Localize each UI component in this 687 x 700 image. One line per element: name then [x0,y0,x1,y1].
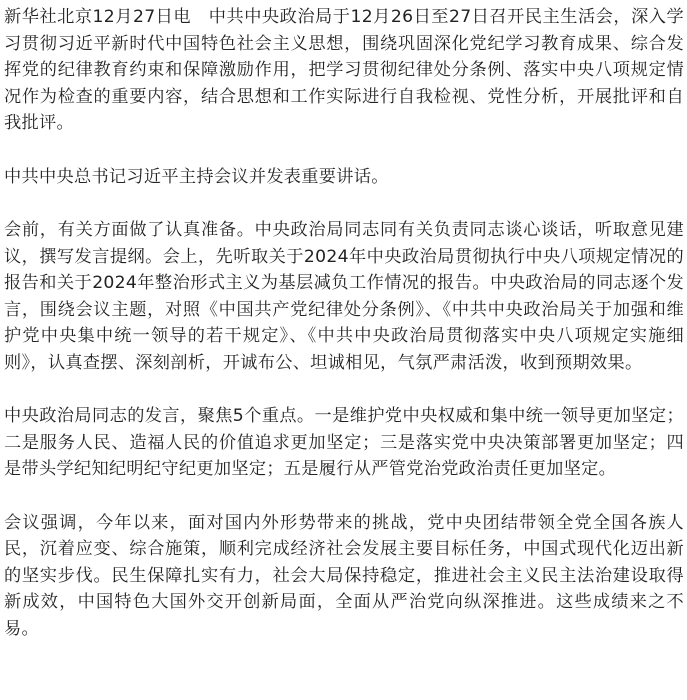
news-article [0,4,687,642]
article-paragraph-five-points: 中央政治局同志的发言，聚焦5个重点。一是维护党中央权威和集中统一领导更加坚定；二是服务人民、造福人民的价值追求更加坚定；三是落实党中央决策部署更加坚定；四是带头学纪知纪明纪守纪更加坚定；五是履行从严管党治党政治责任更加坚定。 [4,406,684,479]
article-paragraph-lead: 新华社北京12月27日电 中共中央政治局于12月26日至27日召开民主生活会，深入学习贯彻习近平新时代中国特色社会主义思想，围绕巩固深化党纪学习教育成果、综合发挥党的纪律教育约束和保障激励作用，把学习贯彻纪律处分条例、落实中央八项规定情况作为检查的重要内容，结合思想和工作实际进行自我检视、党性分析，开展批评和自我批评。 [4,7,684,133]
article-paragraph-preparation: 会前，有关方面做了认真准备。中央政治局同志同有关负责同志谈心谈话，听取意见建议，撰写发言提纲。会上，先听取关于2024年中央政治局贯彻执行中央八项规定情况的报告和关于2024年整治形式主义为基层减负工作情况的报告。中央政治局的同志逐个发言，围绕会议主题，对照《中国共产党纪律处分条例》、《中共中央政治局关于加强和维护党中央集中统一领导的若干规定》、《中共中央政治局贯彻落实中央八项规定实施细则》，认真查摆、深刻剖析，开诚布公、坦诚相见，气氛严肃活泼，收到预期效果。 [4,220,684,373]
article-paragraph-emphasis: 会议强调，今年以来，面对国内外形势带来的挑战，党中央团结带领全党全国各族人民，沉着应变、综合施策，顺利完成经济社会发展主要目标任务，中国式现代化迈出新的坚实步伐。民生保障扎实有力，社会大局保持稳定，推进社会主义民主法治建设取得新成效，中国特色大国外交开创新局面，全面从严治党向纵深推进。这些成绩来之不易。 [4,512,684,639]
article-paragraph-chair: 中共中央总书记习近平主持会议并发表重要讲话。 [4,166,389,187]
